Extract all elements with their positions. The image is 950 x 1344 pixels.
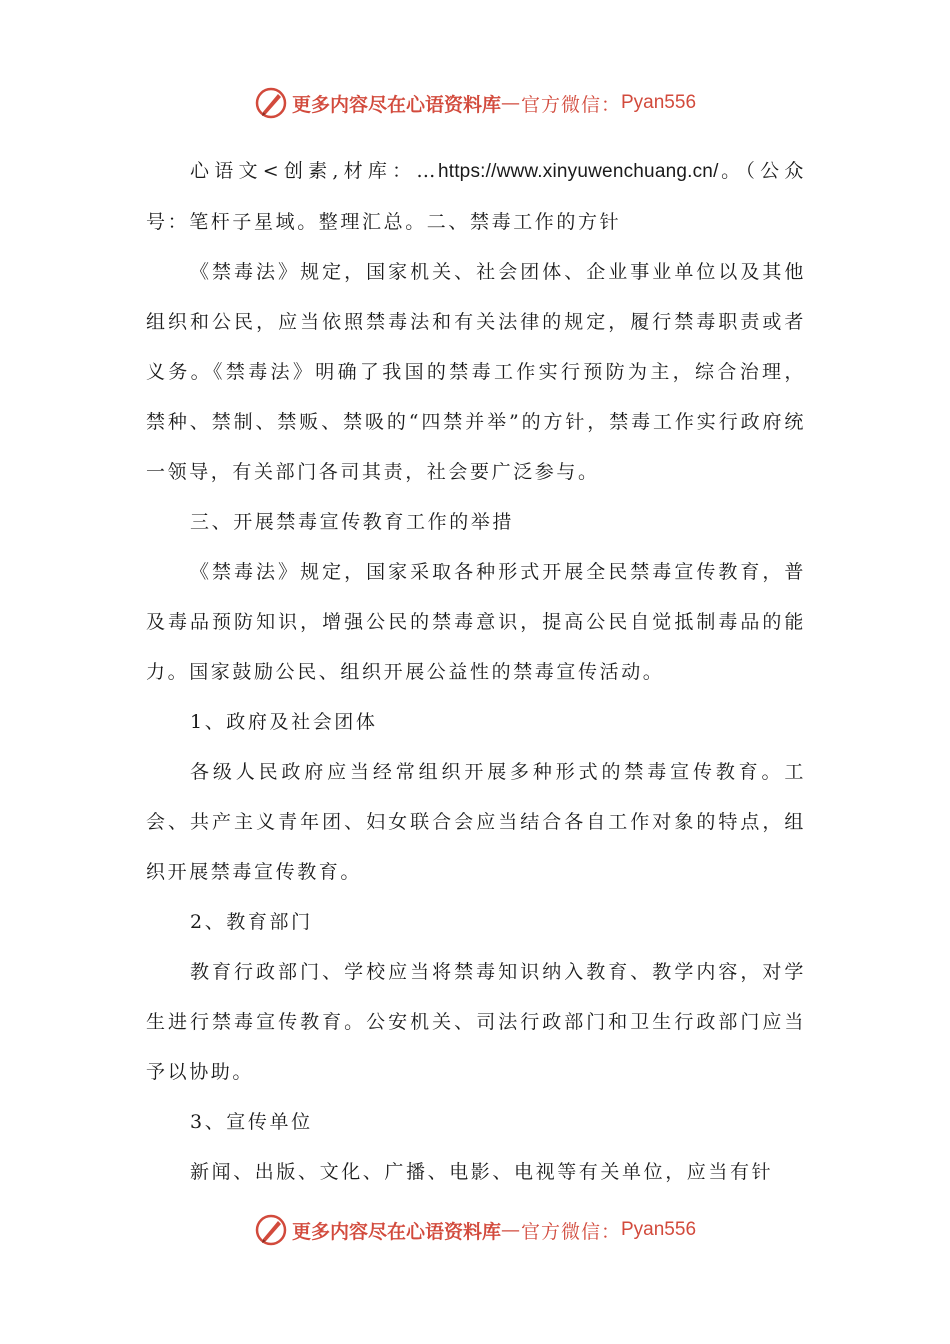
banner-dash: — [500, 1219, 521, 1241]
subheading-publicity: 3、宣传单位 [190, 1111, 313, 1133]
banner-wechat-label: 官方微信： [520, 93, 621, 116]
section-heading-3: 三、开展禁毒宣传教育工作的举措 [190, 511, 515, 533]
subheading-government: 1、政府及社会团体 [190, 711, 378, 733]
pen-logo-icon [254, 86, 288, 120]
document-body [146, 146, 806, 1197]
header-banner [0, 83, 950, 123]
banner-wechat-label: 官方微信： [520, 1220, 621, 1243]
paragraph-education: 教育行政部门、学校应当将禁毒知识纳入教育、教学内容，对学生进行禁毒宣传教育。公安机关、司法行政部门和卫生行政部门应当予以协助。 [146, 961, 806, 1083]
pen-logo-icon [254, 1213, 288, 1247]
footer-banner [0, 1210, 950, 1250]
source-link[interactable]: https://www.xinyuwenchuang.cn/ [437, 161, 719, 182]
banner-title: 更多内容尽在心语资料库 [291, 1220, 501, 1243]
banner-dash: — [500, 92, 521, 114]
paragraph-government: 各级人民政府应当经常组织开展多种形式的禁毒宣传教育。工会、共产主义青年团、妇女联合会应当结合各自工作对象的特点，组织开展禁毒宣传教育。 [146, 761, 806, 883]
banner-wechat-id: Pyan556 [621, 92, 697, 113]
subheading-education: 2、教育部门 [190, 911, 313, 933]
paragraph-principle: 《禁毒法》规定，国家机关、社会团体、企业事业单位以及其他组织和公民，应当依照禁毒法和有关法律的规定，履行禁毒职责或者义务。《禁毒法》明确了我国的禁毒工作实行预防为主，综合治理，禁种、禁制、禁贩、禁吸的“四禁并举”的方针，禁毒工作实行政府统一领导，有关部门各司其责，社会要广泛参与。 [146, 261, 806, 483]
intro-suffix: 。（公众号：笔杆子星域。整理汇总。二、禁毒工作的方针 [146, 160, 807, 233]
banner-title: 更多内容尽在心语资料库 [291, 93, 501, 116]
paragraph-publicity: 新闻、出版、文化、广播、电影、电视等有关单位，应当有针 [190, 1161, 774, 1183]
paragraph-intro [146, 146, 806, 247]
intro-prefix: 心语文<创素,材库：… [190, 160, 438, 182]
paragraph-measures: 《禁毒法》规定，国家采取各种形式开展全民禁毒宣传教育，普及毒品预防知识，增强公民的禁毒意识，提高公民自觉抵制毒品的能力。国家鼓励公民、组织开展公益性的禁毒宣传活动。 [146, 561, 806, 683]
banner-wechat-id: Pyan556 [621, 1219, 697, 1240]
